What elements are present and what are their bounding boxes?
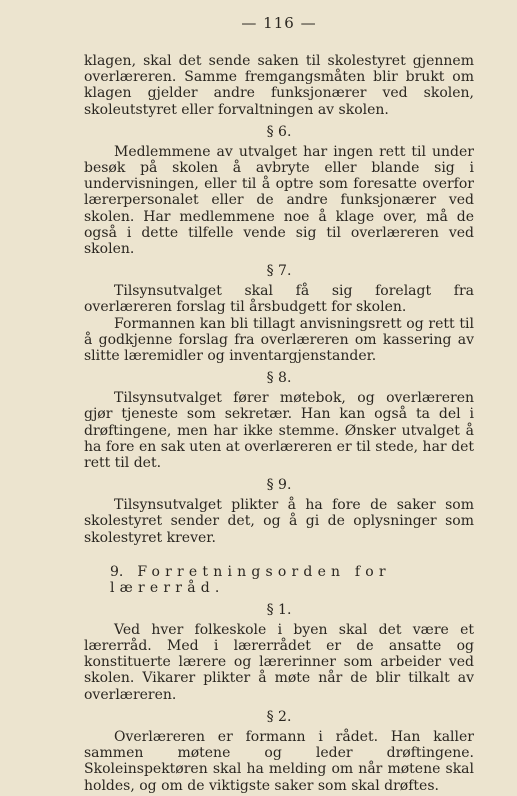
section-heading-7: § 7. (266, 263, 292, 280)
paragraph-section-1: Ved hver folkeskole i byen skal det være et lærerråd. Med i lærerrådet er de ansatte og konstituerte lærere og lærerinner som arbeider ved skolen. Vikarer plikter å møte når de blir tilkalt av overlæreren. (84, 621, 474, 703)
paragraph-continuation: klagen, skal det sende saken til skolestyret gjennem overlæreren. Samme fremgangsmåten blir brukt om klagen gjelder andre funksjonærer ved skolen, skoleutstyret eller forvaltningen av skolen. (84, 53, 474, 118)
paragraph-section-7-a: Tilsynsutvalget skal få sig forelagt fra overlæreren forslag til årsbudgett for skolen. (84, 283, 474, 316)
paragraph-section-7-b: Formannen kan bli tillagt anvisningsrett og rett til å godkjenne forslag fra overlæreren om kassering av slitte læremidler og inventargjenstander. (84, 315, 474, 365)
section-heading-8: § 8. (266, 370, 292, 387)
section-heading-2: § 2. (266, 708, 292, 725)
chapter-heading (110, 564, 474, 596)
section-heading-6: § 6. (266, 123, 292, 140)
chapter-title: Forretningsorden for lærerråd. (110, 563, 391, 596)
paragraph-section-9: Tilsynsutvalget plikter å ha fore de saker som skolestyret sender det, og å gi de oplysninger som skolestyret krever. (84, 497, 474, 546)
paragraph-section-8: Tilsynsutvalget fører møtebok, og overlæreren gjør tjeneste som sekretær. Han kan også ta del i drøftingene, men har ikke stemme. Ønsker utvalget å ha fore en sak uten at overlæreren er til stede, har det rett til det. (84, 390, 474, 472)
paragraph-section-2: Overlæreren er formann i rådet. Han kaller sammen møtene og leder drøftingene. Skoleinspektøren skal ha melding om når møtene skal holdes, og om de viktigste saker som skal drøftes. (84, 728, 474, 794)
page-number: — 116 — (241, 14, 317, 32)
paragraph-section-6: Medlemmene av utvalget har ingen rett til under besøk på skolen å avbryte eller blande sig i undervisningen, eller til å optre som foresatte overfor lærerpersonalet eller de andre funksjonærer ved skolen. Har medlemmene noe å klage over, må de også i dette tilfelle vende sig til overlæreren ved skolen. (84, 143, 474, 258)
chapter-number: 9. (110, 563, 124, 580)
document-page (84, 14, 474, 794)
section-heading-1: § 1. (266, 601, 292, 618)
section-heading-9: § 9. (266, 477, 292, 494)
